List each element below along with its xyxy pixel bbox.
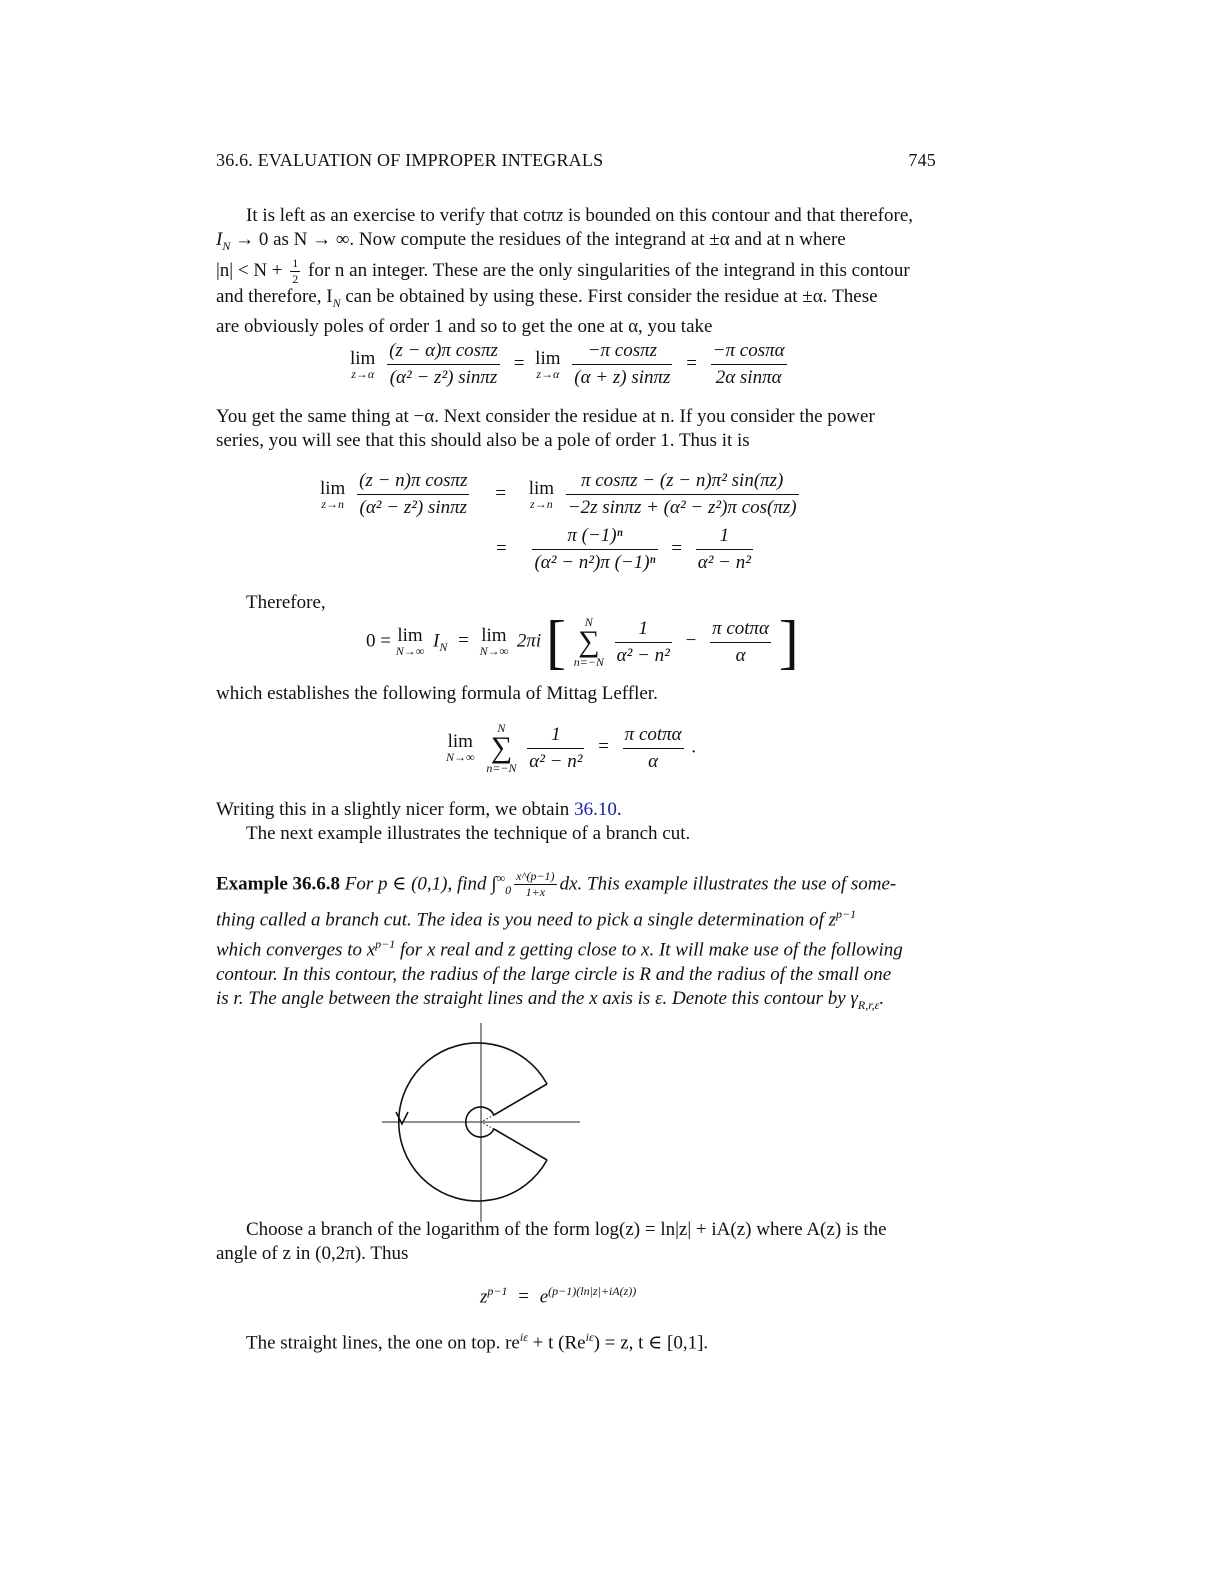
- text: → 0 as N → ∞. Now compute the residues of the integrand at ±α and at n where: [230, 229, 846, 250]
- lim-operator: lim: [397, 625, 423, 646]
- fraction-denominator: (α² − z²) sinπz: [357, 494, 469, 519]
- equals-sign: =: [495, 482, 506, 504]
- right-bracket: ]: [778, 609, 799, 675]
- equals-sign: =: [496, 537, 507, 559]
- equation-reference-link[interactable]: 36.10: [574, 799, 617, 820]
- fraction-numerator: 1: [551, 723, 561, 745]
- text: dx. This example illustrates the use of some-: [559, 873, 897, 895]
- therefore-text: Therefore,: [246, 592, 326, 613]
- text: It is left as an exercise to verify that cot: [246, 205, 547, 226]
- text: e: [539, 1286, 549, 1308]
- left-bracket: [: [545, 609, 566, 675]
- text: 0: [505, 883, 512, 898]
- equation-limit-IN: [366, 609, 799, 675]
- sum-lower: n=−N: [573, 655, 604, 669]
- fraction-denominator: (α + z) sinπz: [572, 364, 672, 389]
- text: N: [222, 238, 231, 253]
- keyhole-contour-diagram: [376, 1018, 586, 1228]
- fraction-numerator: π cotπα: [624, 723, 682, 745]
- text: is r. The angle between the straight lines and the x axis is ε. Denote this contour by γ: [216, 987, 858, 1009]
- lim-operator: lim: [535, 347, 561, 369]
- text: is bounded on this contour and that therefore,: [563, 205, 914, 226]
- equals-sign: =: [518, 1286, 529, 1308]
- text: p−1: [487, 1284, 508, 1298]
- sum-lower: n=−N: [486, 761, 517, 775]
- text: ∞: [496, 871, 506, 885]
- equals-sign: =: [686, 352, 697, 374]
- text: I: [433, 630, 440, 652]
- text: angle of z in (0,2π). Thus: [216, 1243, 409, 1264]
- lim-operator: lim: [320, 477, 346, 499]
- text: For p ∈ (0,1), find ∫: [344, 873, 497, 895]
- text: ) = z, t ∈ [0,1].: [593, 1332, 709, 1354]
- text: for x real and z getting close to x. It will make use of the following: [395, 939, 903, 961]
- fraction-denominator: −2z sinπz + (α² − z²)π cos(πz): [566, 494, 799, 519]
- paragraph-branch-log: [216, 1218, 936, 1266]
- fraction-numerator: 1: [638, 617, 648, 639]
- fraction-numerator: (z − n)π cosπz: [359, 470, 468, 491]
- fraction-denominator: α² − n²: [615, 642, 672, 667]
- lower-straight-line: [494, 1129, 547, 1160]
- fraction-numerator: −π cosπα: [712, 340, 785, 361]
- text: 2πi: [516, 630, 542, 652]
- equation-residue-n-line1: [320, 470, 802, 519]
- fraction-denominator: (α² − n²)π (−1)ⁿ: [532, 549, 657, 574]
- lim-subscript: z→α: [536, 366, 560, 381]
- text: .: [616, 799, 622, 820]
- text: iε: [585, 1330, 594, 1344]
- text: z: [555, 205, 564, 226]
- text: z: [480, 1286, 488, 1308]
- text: can be obtained by using these. First consider the residue at ±α. These: [340, 285, 878, 307]
- text: .: [879, 987, 885, 1009]
- section-title: 36.6. EVALUATION OF IMPROPER INTEGRALS: [216, 150, 604, 170]
- equals-sign: =: [598, 736, 609, 758]
- lim-subscript: z→α: [351, 366, 375, 381]
- fraction-denominator: α² − n²: [527, 748, 584, 773]
- paragraph-mittag-leffler: which establishes the following formula of Mittag Leffler.: [216, 683, 658, 704]
- text: I: [216, 229, 223, 250]
- fraction-denominator: α: [710, 642, 771, 667]
- paragraph-1: [216, 204, 936, 339]
- equals-sign: =: [671, 537, 683, 559]
- running-header: [216, 150, 936, 171]
- paragraph-2: [216, 405, 936, 453]
- text: 2: [292, 271, 299, 286]
- text: You get the same thing at −α. Next consider the residue at n. If you consider the power: [216, 406, 875, 427]
- text: + t (Re: [527, 1332, 586, 1354]
- fraction-denominator: 1+x: [514, 884, 556, 898]
- lim-operator: lim: [481, 625, 507, 646]
- text: Choose a branch of the logarithm of the form log(z) = ln|z| + iA(z) where A(z) is the: [246, 1219, 887, 1240]
- text: R,r,ε: [857, 997, 880, 1012]
- fraction-numerator: 1: [719, 525, 730, 546]
- lim-subscript: N→∞: [446, 750, 475, 764]
- example-block: [216, 866, 936, 1017]
- fraction-numerator: (z − α)π cosπz: [389, 340, 498, 361]
- text: |n| < N +: [216, 259, 288, 281]
- text: which converges to x: [216, 939, 376, 961]
- text: 0 =: [366, 630, 391, 652]
- lim-subscript: N→∞: [479, 644, 509, 658]
- text: contour. In this contour, the radius of the large circle is R and the radius of the small one: [216, 963, 892, 985]
- upper-straight-line: [494, 1084, 547, 1115]
- text: for n an integer. These are the only singularities of the integrand in this contour: [303, 259, 910, 281]
- sum-upper: N: [497, 721, 506, 735]
- equals-sign: =: [458, 630, 469, 652]
- text: p−1: [836, 907, 857, 922]
- text: The straight lines, the one on top. re: [246, 1332, 520, 1354]
- text: thing called a branch cut. The idea is you need to pick a single determination of z: [216, 909, 837, 931]
- lim-subscript: z→n: [321, 496, 344, 511]
- equation-residue-alpha: [350, 340, 790, 389]
- fraction-denominator: α: [623, 748, 684, 773]
- fraction-denominator: α² − n²: [696, 549, 753, 574]
- dotted-line-lower: [481, 1122, 494, 1129]
- text: iε: [519, 1330, 528, 1344]
- fraction-denominator: 2α sinπα: [711, 364, 787, 389]
- lim-operator: lim: [528, 477, 555, 499]
- dotted-line-upper: [481, 1115, 494, 1122]
- paragraph-branch-cut-intro: The next example illustrates the technique of a branch cut.: [246, 823, 691, 844]
- fraction-numerator: π cosπz − (z − n)π² sin(πz): [580, 470, 784, 491]
- text: .: [691, 736, 697, 758]
- paragraph-nicer-form: [216, 798, 936, 822]
- lim-operator: lim: [447, 731, 473, 752]
- equals-sign: =: [513, 352, 525, 374]
- fraction-numerator: π (−1)ⁿ: [567, 525, 623, 546]
- text: 1: [292, 255, 299, 270]
- fraction-numerator: −π cosπz: [587, 340, 658, 361]
- text: series, you will see that this should also be a pole of order 1. Thus it is: [216, 430, 750, 451]
- page-number: 745: [908, 150, 936, 170]
- equation-z-power: [480, 1284, 636, 1308]
- text: N: [439, 640, 448, 655]
- text: Writing this in a slightly nicer form, we obtain: [216, 799, 575, 820]
- lim-operator: lim: [350, 347, 376, 369]
- text: (p−1)(ln|z|+iA(z)): [548, 1284, 637, 1298]
- equation-mittag-leffler: [446, 722, 696, 774]
- text: π: [546, 205, 556, 226]
- lim-subscript: z→n: [530, 496, 553, 511]
- paragraph-straight-lines: [216, 1325, 936, 1355]
- summation-sign: ∑: [578, 625, 600, 658]
- fraction-numerator: π cotπα: [712, 617, 770, 639]
- sum-upper: N: [584, 615, 593, 629]
- text: p−1: [375, 937, 396, 952]
- fraction-denominator: (α² − z²) sinπz: [387, 364, 500, 389]
- minus-sign: −: [685, 630, 697, 652]
- equation-residue-n-line2: [496, 525, 756, 574]
- text: are obviously poles of order 1 and so to get the one at α, you take: [216, 315, 713, 337]
- text: N: [332, 295, 341, 310]
- summation-sign: ∑: [490, 731, 513, 764]
- text: and therefore, I: [216, 285, 333, 307]
- example-label: Example 36.6.8: [216, 873, 341, 895]
- lim-subscript: N→∞: [395, 644, 425, 658]
- fraction-numerator: x^(p−1): [516, 869, 555, 884]
